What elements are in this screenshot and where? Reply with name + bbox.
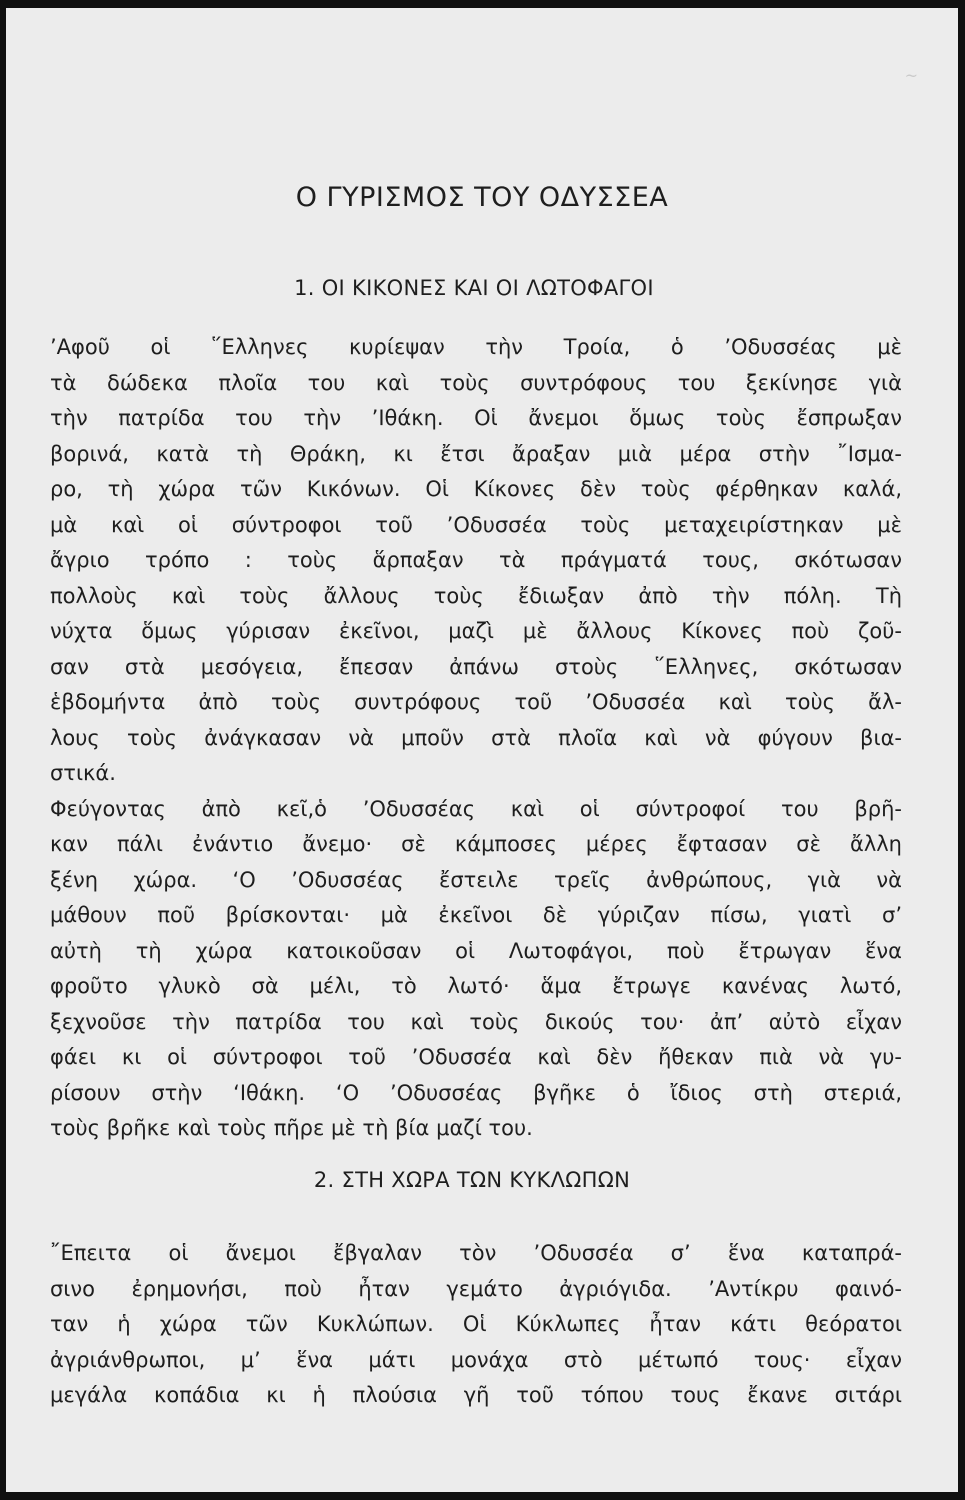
text-line: φροῦτο γλυκὸ σὰ μέλι, τὸ λωτό· ἅμα ἔτρωγε κανένας λωτό, — [50, 974, 902, 998]
document-title: Ο ΓΥΡΙΣΜΟΣ ΤΟΥ ΟΔΥΣΣΕΑ — [295, 182, 669, 213]
text-line: πολλοὺς καὶ τοὺς ἄλλους τοὺς ἔδιωξαν ἀπὸ τὴν πόλη. Τὴ — [50, 583, 902, 608]
page-corner-mark: ~ — [904, 66, 918, 85]
text-line: τὰ δώδεκα πλοῖα του καὶ τοὺς συντρόφους του ξεκίνησε γιὰ — [50, 370, 902, 395]
text-line: ρο, τὴ χώρα τῶν Κικόνων. Οἱ Κίκονες δὲν τοὺς φέρθηκαν καλά, — [50, 477, 902, 501]
section-heading: 2. ΣΤΗ ΧΩΡΑ ΤΩΝ ΚΥΚΛΩΠΩΝ — [313, 1168, 631, 1192]
text-line: μεγάλα κοπάδια κι ἡ πλούσια γῆ τοῦ τόπου τους ἔκανε σιτάρι — [50, 1383, 902, 1407]
text-line: ῎Επειτα οἱ ἄνεμοι ἔβγαλαν τὸν ’Οδυσσέα σ’ ἕνα καταπρά- — [50, 1241, 902, 1265]
section-heading: 1. ΟΙ ΚΙΚΟΝΕΣ ΚΑΙ ΟΙ ΛΩΤΟΦΑΓΟΙ — [294, 276, 654, 300]
text-line: σινο ἐρημονήσι, ποὺ ἦταν γεμάτο ἀγριόγιδα. ’Αντίκρυ φαινό- — [50, 1276, 902, 1301]
section-body — [50, 330, 902, 1147]
book-page — [6, 8, 958, 1492]
section-body — [50, 1236, 902, 1414]
text-line: στικά. — [50, 761, 116, 785]
text-line: ρίσουν στὴν ‘Ιθάκη. ‘Ο ’Οδυσσέας βγῆκε ὁ ἴδιος στὴ στεριά, — [50, 1080, 902, 1105]
text-line: σαν στὰ μεσόγεια, ἔπεσαν ἀπάνω στοὺς ῞Ελληνες, σκότωσαν — [50, 654, 902, 679]
text-line: αὐτὴ τὴ χώρα κατοικοῦσαν οἱ Λωτοφάγοι, ποὺ ἔτρωγαν ἕνα — [50, 938, 902, 963]
text-line: ’Αφοῦ οἱ ῞Ελληνες κυρίεψαν τὴν Τροία, ὁ ’Οδυσσέας μὲ — [50, 335, 902, 359]
text-line: μὰ καὶ οἱ σύντροφοι τοῦ ’Οδυσσέα τοὺς μεταχειρίστηκαν μὲ — [50, 512, 902, 537]
text-line: ἀγριάνθρωποι, μ’ ἕνα μάτι μονάχα στὸ μέτωπό τους· εἶχαν — [50, 1347, 902, 1372]
text-line: ἄγριο τρόπο : τοὺς ἅρπαξαν τὰ πράγματά τους, σκότωσαν — [50, 548, 902, 572]
text-line: ταν ἡ χώρα τῶν Κυκλώπων. Οἱ Κύκλωπες ἦταν κάτι θεόρατοι — [50, 1312, 902, 1336]
text-line: καν πάλι ἐνάντιο ἄνεμο· σὲ κάμποσες μέρες ἔφτασαν σὲ ἄλλη — [50, 832, 902, 856]
text-line: ξεχνοῦσε τὴν πατρίδα του καὶ τοὺς δικούς του· ἀπ’ αὐτὸ εἶχαν — [50, 1009, 902, 1034]
text-line: ξένη χώρα. ‘Ο ’Οδυσσέας ἔστειλε τρεῖς ἀνθρώπους, γιὰ νὰ — [50, 867, 902, 892]
text-line: φάει κι οἱ σύντροφοι τοῦ ’Οδυσσέα καὶ δὲν ἤθεκαν πιὰ νὰ γυ- — [50, 1045, 902, 1069]
text-line: μάθουν ποῦ βρίσκονται· μὰ ἐκεῖνοι δὲ γύριζαν πίσω, γιατὶ σ’ — [50, 903, 902, 927]
text-line: λους τοὺς ἀνάγκασαν νὰ μποῦν στὰ πλοῖα καὶ νὰ φύγουν βια- — [50, 725, 902, 750]
text-line: βορινά, κατὰ τὴ Θράκη, κι ἔτσι ἄραξαν μιὰ μέρα στὴν ῎Ισμα- — [50, 441, 902, 466]
text-line: ἑβδομήντα ἀπὸ τοὺς συντρόφους τοῦ ’Οδυσσέα καὶ τοὺς ἄλ- — [50, 690, 902, 714]
text-line: τὴν πατρίδα του τὴν ’Ιθάκη. Οἱ ἄνεμοι ὅμως τοὺς ἔσπρωξαν — [50, 406, 902, 430]
text-line: νύχτα ὅμως γύρισαν ἐκεῖνοι, μαζὶ μὲ ἄλλους Κίκονες ποὺ ζοῦ- — [50, 619, 902, 643]
text-line: τοὺς βρῆκε καὶ τοὺς πῆρε μὲ τὴ βία μαζί του. — [50, 1116, 533, 1140]
text-line: Φεύγοντας ἀπὸ κεῖ,ὁ ’Οδυσσέας καὶ οἱ σύντροφοί του βρῆ- — [50, 796, 902, 821]
